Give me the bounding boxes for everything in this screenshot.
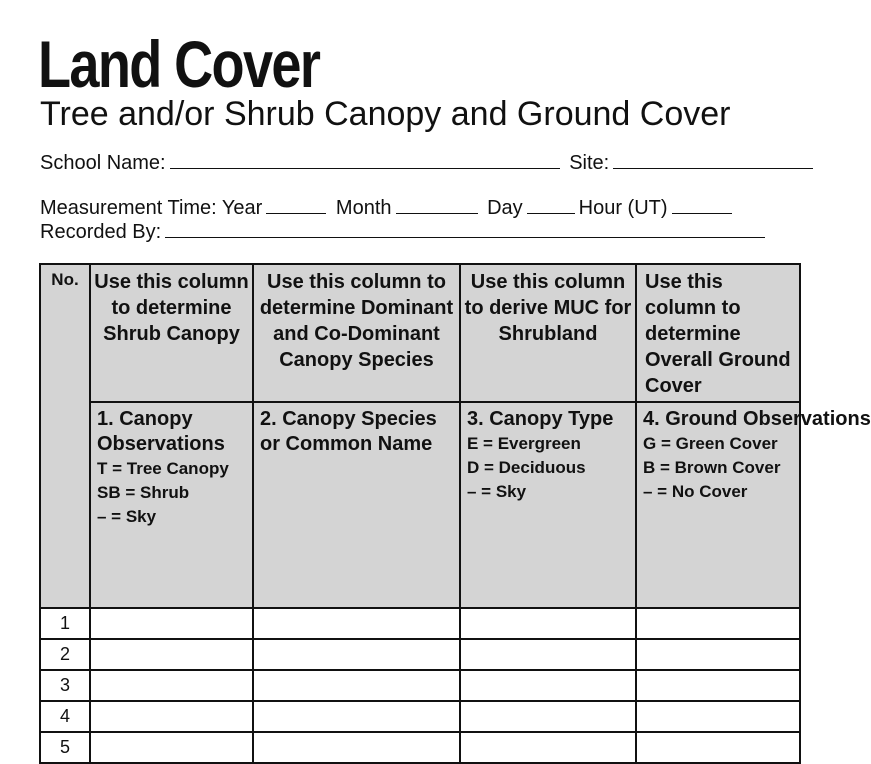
col4-code: – = No Cover [643, 482, 748, 501]
col3-code: – = Sky [467, 482, 527, 501]
canopy-observation-cell[interactable] [90, 670, 253, 701]
col4-purpose: Use this column to determine Overall Ground Cover [636, 264, 800, 402]
page-subtitle: Tree and/or Shrub Canopy and Ground Cover [40, 95, 731, 133]
page-title: Land Cover [38, 27, 320, 101]
col1-code: – = Sky [97, 507, 157, 526]
canopy-type-cell[interactable] [460, 608, 636, 639]
hour-field[interactable] [672, 195, 732, 214]
canopy-observation-cell[interactable] [90, 639, 253, 670]
month-field[interactable] [396, 195, 478, 214]
col3-heading: 3. Canopy Type [467, 408, 614, 430]
col2-heading: 2. Canopy Species or Common Name [260, 408, 437, 455]
month-label: Month [335, 197, 392, 219]
col3-code: D = Deciduous [467, 458, 586, 477]
row-number: 2 [40, 639, 90, 670]
ground-observation-cell[interactable] [636, 732, 800, 763]
recorded-by-line [40, 219, 769, 244]
col1-code: T = Tree Canopy [97, 459, 229, 478]
col3-code: E = Evergreen [467, 434, 581, 453]
ground-observation-cell[interactable] [636, 701, 800, 732]
canopy-species-cell[interactable] [253, 608, 460, 639]
canopy-type-cell[interactable] [460, 670, 636, 701]
col4-code: G = Green Cover [643, 434, 778, 453]
table-row [40, 670, 800, 701]
observation-table [39, 263, 871, 764]
col3-purpose: Use this column to derive MUC for Shrubland [460, 264, 636, 402]
col4-heading: 4. Ground Observations [643, 408, 871, 430]
canopy-observation-cell[interactable] [90, 608, 253, 639]
hour-label: Hour (UT) [578, 197, 668, 219]
row-number: 3 [40, 670, 90, 701]
canopy-species-cell[interactable] [253, 670, 460, 701]
canopy-type-cell[interactable] [460, 701, 636, 732]
ground-observation-cell[interactable] [636, 608, 800, 639]
col1-code: SB = Shrub [97, 483, 190, 502]
col2-heading-cell [253, 402, 460, 608]
table-row [40, 701, 800, 732]
school-site-line [40, 150, 817, 175]
day-label: Day [487, 197, 523, 219]
year-label: Measurement Time: Year [40, 197, 263, 219]
col1-heading-cell [90, 402, 253, 608]
table-row [40, 639, 800, 670]
row-number: 1 [40, 608, 90, 639]
site-field[interactable] [613, 150, 813, 169]
col4-code: B = Brown Cover [643, 458, 781, 477]
ground-observation-cell[interactable] [636, 639, 800, 670]
col2-purpose: Use this column to determine Dominant and Co-Dominant Canopy Species [253, 264, 460, 402]
school-name-field[interactable] [170, 150, 560, 169]
col1-purpose: Use this column to determine Shrub Canopy [90, 264, 253, 402]
canopy-observation-cell[interactable] [90, 701, 253, 732]
day-field[interactable] [527, 195, 575, 214]
col4-heading-cell [636, 402, 871, 608]
canopy-species-cell[interactable] [253, 639, 460, 670]
col1-heading: 1. Canopy Observations [97, 408, 225, 455]
row-number: 5 [40, 732, 90, 763]
measurement-time-line [40, 195, 736, 220]
canopy-type-cell[interactable] [460, 732, 636, 763]
canopy-observation-cell[interactable] [90, 732, 253, 763]
table-row [40, 732, 800, 763]
site-label: Site: [569, 152, 610, 174]
table-row [40, 608, 800, 639]
canopy-type-cell[interactable] [460, 639, 636, 670]
ground-observation-cell[interactable] [636, 670, 800, 701]
row-number: 4 [40, 701, 90, 732]
canopy-species-cell[interactable] [253, 701, 460, 732]
year-field[interactable] [266, 195, 326, 214]
recorded-by-label: Recorded By: [40, 221, 162, 243]
no-header: No. [40, 264, 90, 608]
recorded-by-field[interactable] [165, 219, 765, 238]
col3-heading-cell [460, 402, 636, 608]
table-subheader-row [40, 402, 800, 608]
table-header-row [40, 264, 800, 402]
school-name-label: School Name: [40, 152, 166, 174]
canopy-species-cell[interactable] [253, 732, 460, 763]
